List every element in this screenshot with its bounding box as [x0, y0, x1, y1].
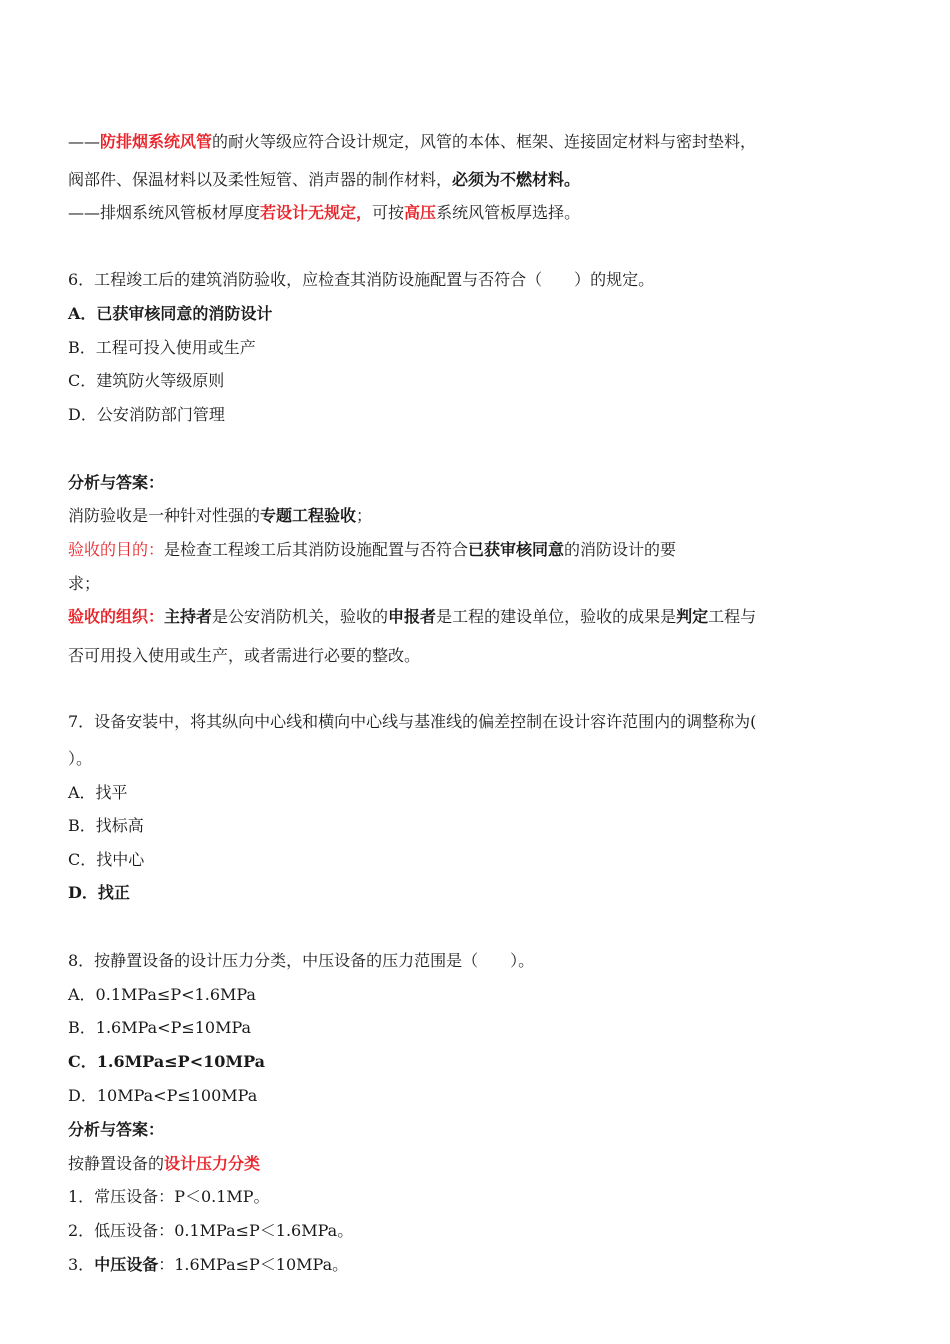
q8-item-2: 2．低压设备：0.1MPa≤P＜1.6MPa。: [68, 1221, 354, 1240]
q7-stem-2: ）。: [68, 749, 93, 768]
q8-stem: 8．按静置设备的设计压力分类，中压设备的压力范围是（ ）。: [68, 951, 535, 970]
q8-option-c: C．1.6MPa≤P<10MPa: [68, 1052, 266, 1071]
q8-item-3: 3．中压设备：1.6MPa≤P＜10MPa。: [68, 1255, 349, 1274]
intro-line-2: 阀部件、保温材料以及柔性短管、消声器的制作材料，必须为不燃材料。: [68, 170, 581, 189]
q7-option-c: C．找中心: [68, 850, 145, 869]
q6-option-a: A．已获审核同意的消防设计: [68, 304, 273, 323]
q6-option-c: C．建筑防火等级原则: [68, 371, 225, 390]
q8-option-d: D．10MPa<P≤100MPa: [68, 1086, 258, 1105]
q8-item-1: 1．常压设备：P＜0.1MP。: [68, 1187, 270, 1206]
q6-analysis-line-4: 验收的组织：主持者是公安消防机关，验收的申报者是工程的建设单位，验收的成果是判定工程与: [68, 607, 757, 626]
intro-line-3: ——排烟系统风管板材厚度若设计无规定，可按高压系统风管板厚选择。: [68, 203, 581, 222]
q7-option-b: B．找标高: [68, 816, 144, 835]
q6-stem: 6．工程竣工后的建筑消防验收，应检查其消防设施配置与否符合（ ）的规定。: [68, 270, 655, 289]
intro-line-1: ——防排烟系统风管的耐火等级应符合设计规定，风管的本体、框架、连接固定材料与密封垫料，: [68, 132, 757, 151]
q7-stem-1: 7．设备安装中，将其纵向中心线和横向中心线与基准线的偏差控制在设计容许范围内的调整称为(: [68, 712, 757, 731]
q6-analysis-line-2: 验收的目的：是检查工程竣工后其消防设施配置与否符合已获审核同意的消防设计的要: [68, 540, 677, 559]
q8-analysis-title: 分析与答案：: [68, 1120, 165, 1139]
q6-analysis-line-3: 求；: [68, 574, 101, 593]
q8-option-a: A．0.1MPa≤P<1.6MPa: [68, 985, 256, 1004]
highlight-term: 防排烟系统风管: [100, 132, 213, 151]
q8-option-b: B．1.6MPa<P≤10MPa: [68, 1018, 252, 1037]
q6-analysis-title: 分析与答案：: [68, 473, 165, 492]
q7-option-d: D．找正: [68, 883, 130, 902]
q6-option-d: D．公安消防部门管理: [68, 405, 225, 424]
q6-option-b: B．工程可投入使用或生产: [68, 338, 256, 357]
q6-analysis-line-5: 否可用投入使用或生产，或者需进行必要的整改。: [68, 646, 421, 665]
q7-option-a: A．找平: [68, 783, 128, 802]
q8-analysis-line-1: 按静置设备的设计压力分类: [68, 1154, 261, 1173]
bold-term: 必须为不燃材料。: [452, 170, 581, 189]
q6-analysis-line-1: 消防验收是一种针对性强的专题工程验收；: [68, 506, 373, 525]
